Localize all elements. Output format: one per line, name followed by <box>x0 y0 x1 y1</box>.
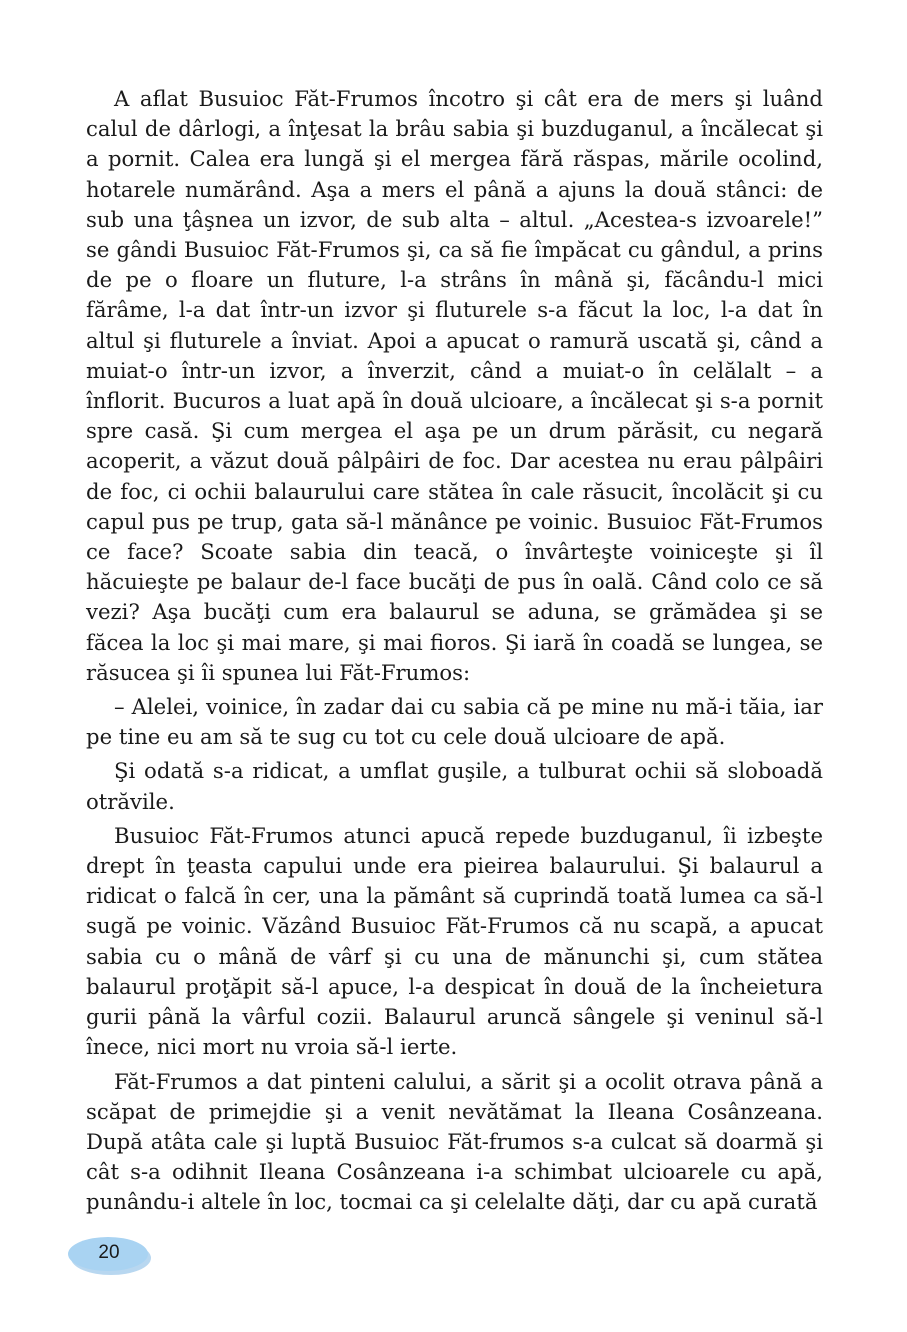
page-body-text <box>86 84 823 1222</box>
paragraph: Busuioc Făt-Frumos atunci apucă repede buzduganul, îi izbeşte drept în ţeasta capului unde era pieirea balaurului. Şi balaurul a ridicat o falcă în cer, una la pământ să cuprindă toată lumea ca să-l sugă pe voinic. Văzând Busuioc Făt-Frumos că nu scapă, a apucat sabia cu o mână de vârf şi cu una de mănunchi şi, cum stătea balaurul proţăpit să-l apuce, l-a despicat în două de la încheietura gurii până la vârful cozii. Balaurul aruncă sângele şi veninul să-l înece, nici mort nu vroia să-l ierte. <box>86 822 823 1060</box>
paragraph: – Alelei, voinice, în zadar dai cu sabia că pe mine nu mă-i tăia, iar pe tine eu am să te sug cu tot cu cele două ulcioare de apă. <box>86 694 823 750</box>
paragraph: Făt-Frumos a dat pinteni calului, a sărit şi a ocolit otrava până a scăpat de primejdie şi a venit nevătămat la Ileana Cosânzeana. După atâta cale şi luptă Busuioc Făt-frumos s-a culcat să doarmă şi cât s-a odihnit Ileana Cosânzeana i-a schimbat ulcioarele cu apă, punându-i altele în loc, tocmai ca şi celelalte dăţi, dar cu apă curată <box>86 1068 823 1215</box>
page-number-badge <box>67 1235 151 1277</box>
page-number: 20 <box>98 1242 120 1263</box>
paragraph: A aflat Busuioc Făt-Frumos încotro şi cât era de mers şi luând calul de dârlogi, a înţesat la brâu sabia şi buzduganul, a încălecat şi a pornit. Calea era lungă şi el mergea fără răspas, mările ocolind, hotarele numărând. Aşa a mers el până a ajuns la două stânci: de sub una ţâşnea un izvor, de sub alta – altul. „Acestea-s izvoarele!” se gândi Busuioc Făt-Frumos şi, ca să fie împăcat cu gândul, a prins de pe o floare un fluture, l-a strâns în mână şi, făcându-l mici fărâme, l-a dat într-un izvor şi fluturele s-a făcut la loc, l-a dat în altul şi fluturele a înviat. Apoi a apucat o ramură uscată şi, când a muiat-o într-un izvor, a înverzit, când a muiat-o în celălalt – a înflorit. Bucuros a luat apă în două ulcioare, a încălecat şi s-a pornit spre casă. Şi cum mergea el aşa pe un drum părăsit, cu negară acoperit, a văzut două pâlpâiri de foc. Dar acestea nu erau pâlpâiri de foc, ci ochii balaurului care stătea în cale răsucit, încolăcit şi cu capul pus pe trup, gata să-l mănânce pe voinic. Busuioc Făt-Frumos ce face? Scoate sabia din teacă, o învârteşte voiniceşte şi îl hăcuieşte pe balaur de-l face bucăţi de pus în oală. Când colo ce să vezi? Aşa bucăţi cum era balaurul se aduna, se grămădea şi se făcea la loc şi mai mare, şi mai fioros. Şi iară în coadă se lungea, se răsucea şi îi spunea lui Făt-Frumos: <box>86 86 823 685</box>
paragraph: Şi odată s-a ridicat, a umflat guşile, a tulburat ochii să sloboadă otrăvile. <box>86 758 823 814</box>
